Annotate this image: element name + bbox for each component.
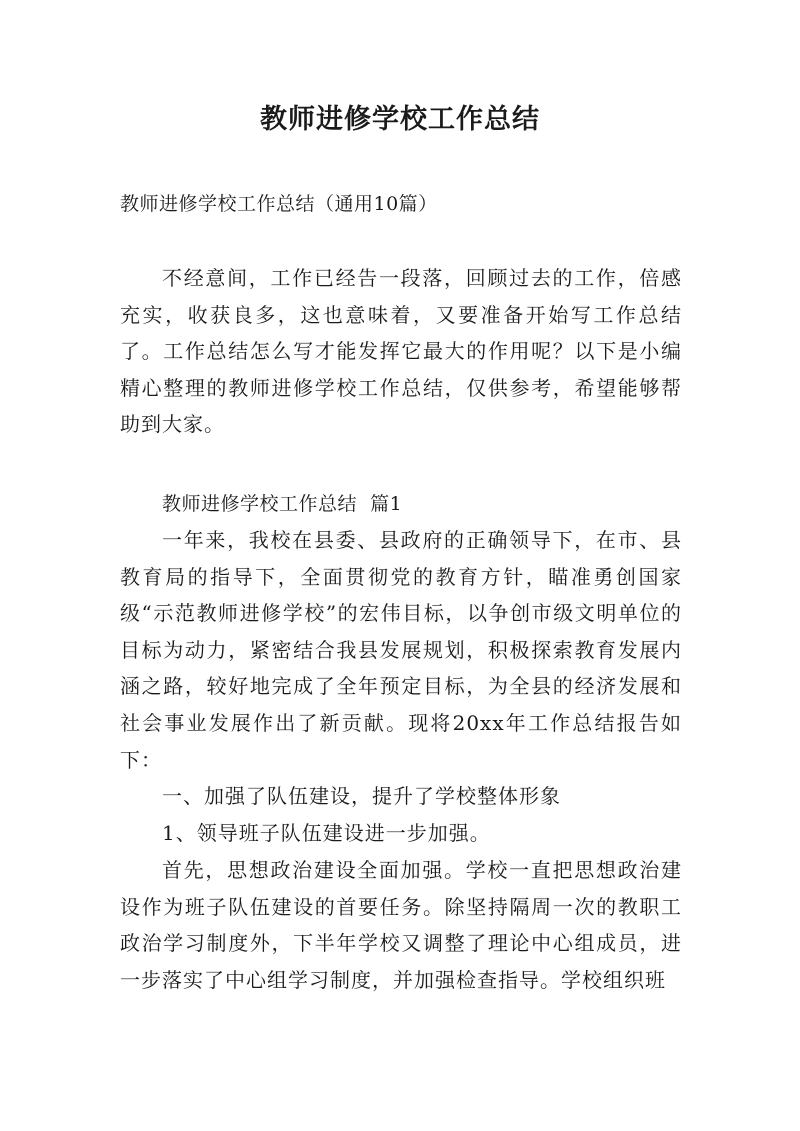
body-paragraph-1: 一年来，我校在县委、县政府的正确领导下，在市、县教育局的指导下，全面贯彻党的教育方针，瞄准勇创国家级“示范教师进修学校”的宏伟目标，以争创市级文明单位的目标为动力，紧密结合我县发展规划，积极探索教育发展内涵之路，较好地完成了全年预定目标，为全县的经济发展和社会事业发展作出了新贡献。现将20xx年工作总结报告如下：	[120, 528, 682, 772]
document-subtitle: 教师进修学校工作总结（通用10篇）	[120, 193, 438, 215]
intro-paragraph: 不经意间，工作已经告一段落，回顾过去的工作，倍感充实，收获良多，这也意味着，又要准备开始写工作总结了。工作总结怎么写才能发挥它最大的作用呢？以下是小编精心整理的教师进修学校工作总结，仅供参考，希望能够帮助到大家。	[120, 266, 682, 437]
heading-level-2: 1、领导班子队伍建设进一步加强。	[162, 821, 491, 845]
body-paragraph-2: 首先，思想政治建设全面加强。学校一直把思想政治建设作为班子队伍建设的首要任务。除坚持隔周一次的教职工政治学习制度外，下半年学校又调整了理论中心组成员，进一步落实了中心组学习制度，并加强检查指导。学校组织班	[120, 858, 682, 992]
document-title: 教师进修学校工作总结	[260, 104, 540, 135]
heading-level-1: 一、加强了队伍建设，提升了学校整体形象	[162, 784, 561, 808]
section-heading: 教师进修学校工作总结 篇1	[162, 493, 403, 515]
